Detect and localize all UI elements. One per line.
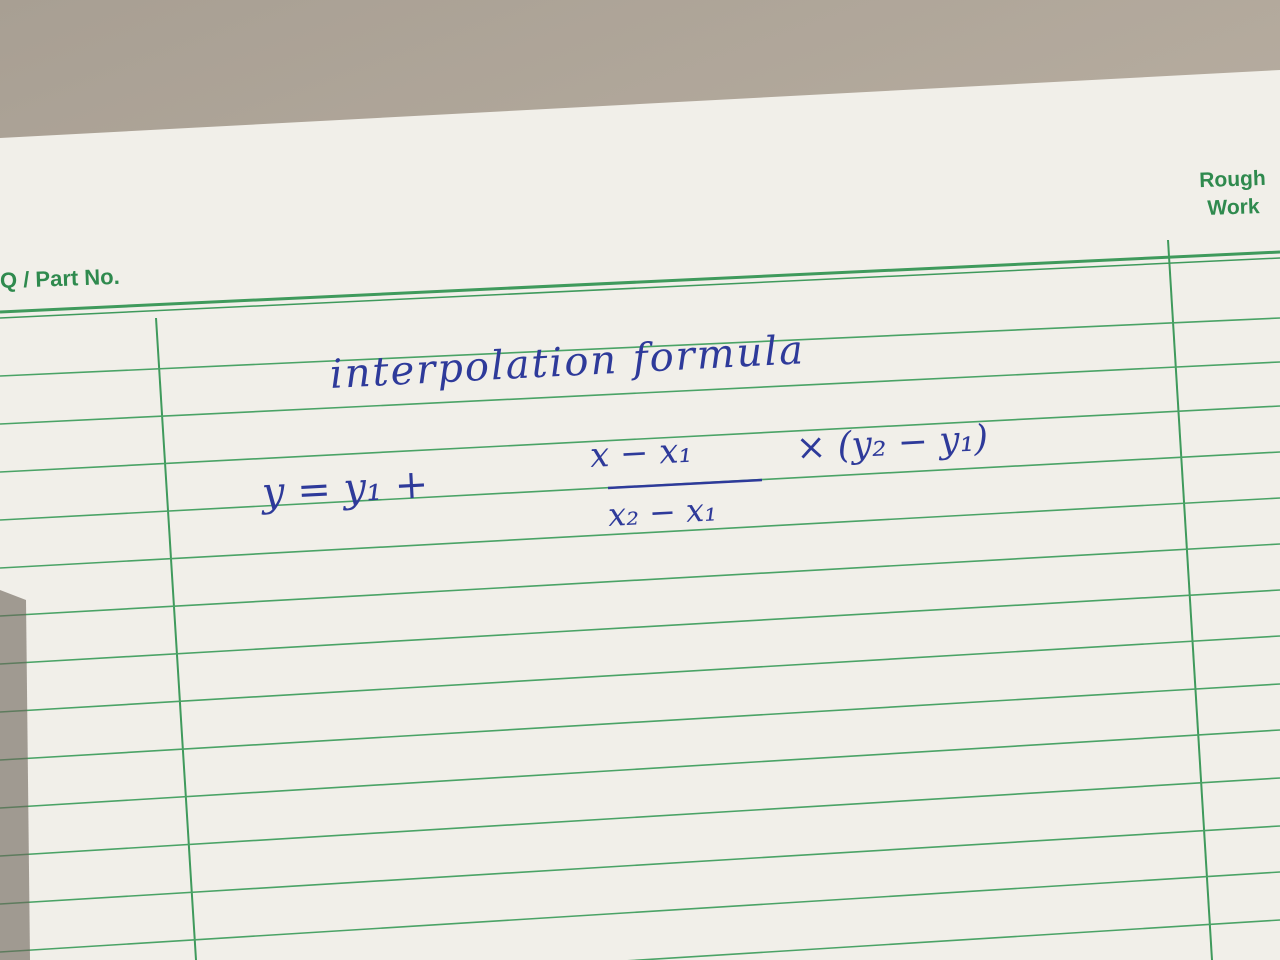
question-part-label: Q / Part No. — [0, 263, 121, 293]
book-edge-shadow — [0, 590, 30, 960]
rough-work-line2: Work — [1207, 195, 1260, 220]
rough-work-line1: Rough — [1198, 166, 1267, 193]
handwritten-title: interpolation formula — [328, 327, 807, 398]
formula-multiplier: × (y₂ − y₁) — [794, 417, 990, 469]
formula-numerator: x − x₁ — [588, 430, 694, 476]
formula-denominator: x₂ − x₁ — [607, 490, 718, 534]
formula-lhs: y = y₁ + — [260, 461, 430, 516]
rough-work-label — [1187, 164, 1279, 223]
